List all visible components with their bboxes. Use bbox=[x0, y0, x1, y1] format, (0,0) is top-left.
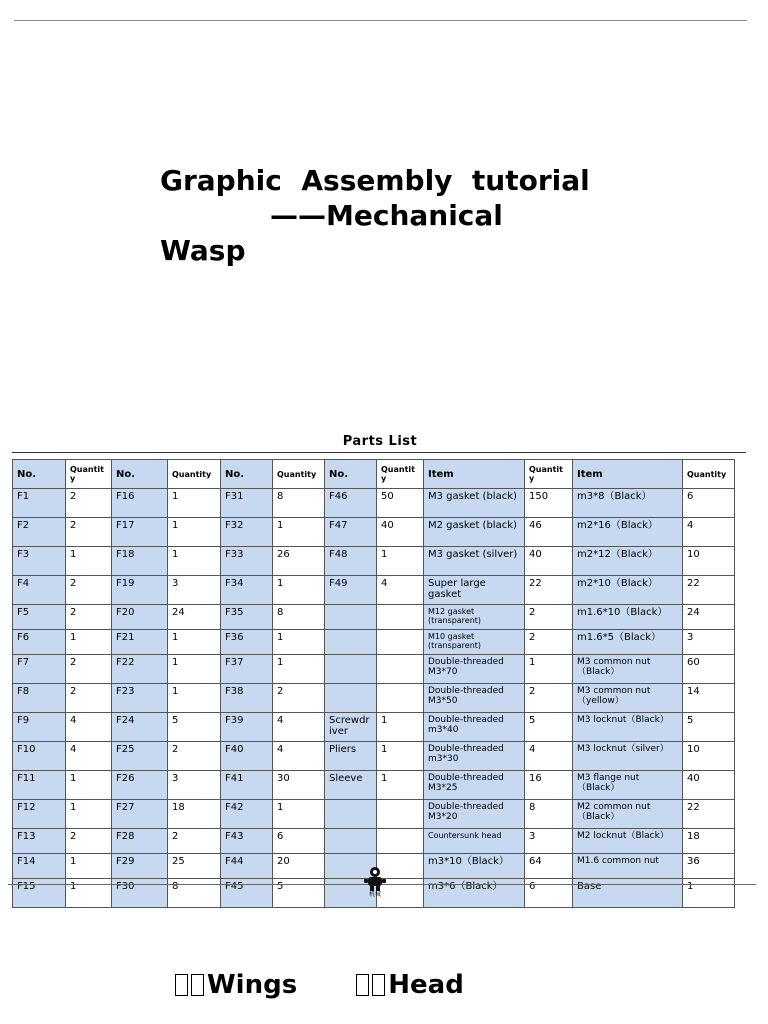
table-cell: 14 bbox=[683, 684, 735, 713]
box-glyph-icon bbox=[175, 974, 188, 996]
table-cell: 150 bbox=[525, 489, 573, 518]
table-cell: 18 bbox=[168, 800, 221, 829]
table-cell: F23 bbox=[112, 684, 168, 713]
table-cell: M3 gasket (black) bbox=[424, 489, 525, 518]
table-cell bbox=[377, 800, 424, 829]
table-row bbox=[13, 742, 735, 771]
parts-table-body bbox=[13, 489, 735, 908]
table-cell: F17 bbox=[112, 518, 168, 547]
table-row bbox=[13, 630, 735, 655]
table-cell: 6 bbox=[683, 489, 735, 518]
table-cell: M3 flange nut （Black） bbox=[573, 771, 683, 800]
table-cell: M2 common nut（Black） bbox=[573, 800, 683, 829]
section-head-label: Head bbox=[388, 970, 464, 1000]
table-cell: 1 bbox=[168, 684, 221, 713]
header-item-1: Item bbox=[424, 460, 525, 489]
table-cell: 2 bbox=[273, 684, 325, 713]
table-cell: m2*12（Black） bbox=[573, 547, 683, 576]
table-cell: m3*6（Black） bbox=[424, 879, 525, 908]
table-cell: F12 bbox=[13, 800, 66, 829]
table-cell: 6 bbox=[525, 879, 573, 908]
table-cell: M3 locknut（Black） bbox=[573, 713, 683, 742]
table-cell: F36 bbox=[221, 630, 273, 655]
table-cell: 3 bbox=[683, 630, 735, 655]
table-cell: F16 bbox=[112, 489, 168, 518]
table-cell: 16 bbox=[525, 771, 573, 800]
table-cell: F24 bbox=[112, 713, 168, 742]
table-cell bbox=[377, 655, 424, 684]
table-cell: F44 bbox=[221, 854, 273, 879]
table-cell: 1 bbox=[168, 518, 221, 547]
table-cell: 2 bbox=[66, 518, 112, 547]
table-cell: F25 bbox=[112, 742, 168, 771]
table-cell: 2 bbox=[525, 630, 573, 655]
table-cell: 1 bbox=[377, 742, 424, 771]
table-cell: 2 bbox=[66, 576, 112, 605]
table-cell: F46 bbox=[325, 489, 377, 518]
table-cell: 4 bbox=[525, 742, 573, 771]
table-cell: M3 gasket (silver) bbox=[424, 547, 525, 576]
table-cell: F10 bbox=[13, 742, 66, 771]
table-cell bbox=[325, 605, 377, 630]
table-cell: 1 bbox=[66, 854, 112, 879]
table-cell: F33 bbox=[221, 547, 273, 576]
table-cell: 10 bbox=[683, 742, 735, 771]
table-cell: Countersunk head bbox=[424, 829, 525, 854]
table-cell: 1 bbox=[273, 655, 325, 684]
table-cell: m2*16（Black） bbox=[573, 518, 683, 547]
table-cell: F39 bbox=[221, 713, 273, 742]
table-cell: F4 bbox=[13, 576, 66, 605]
table-cell: 2 bbox=[525, 684, 573, 713]
table-cell: F15 bbox=[13, 879, 66, 908]
table-cell: F32 bbox=[221, 518, 273, 547]
table-row bbox=[13, 713, 735, 742]
table-cell: Double-threaded m3*30 bbox=[424, 742, 525, 771]
table-cell bbox=[377, 684, 424, 713]
table-cell: 1 bbox=[168, 655, 221, 684]
table-cell: 2 bbox=[66, 684, 112, 713]
table-cell: 26 bbox=[273, 547, 325, 576]
table-cell: m3*8（Black） bbox=[573, 489, 683, 518]
table-cell: 25 bbox=[168, 854, 221, 879]
table-cell: 4 bbox=[683, 518, 735, 547]
table-row bbox=[13, 655, 735, 684]
table-cell: m1.6*5（Black） bbox=[573, 630, 683, 655]
header-no-3: No. bbox=[221, 460, 273, 489]
table-cell: Super large gasket bbox=[424, 576, 525, 605]
table-cell: F49 bbox=[325, 576, 377, 605]
header-quantity-6: Quantity bbox=[683, 460, 735, 489]
header-quantity-1: Quantity bbox=[66, 460, 112, 489]
title-line-2: ——Mechanical bbox=[270, 199, 503, 232]
robot-logo-icon bbox=[362, 865, 388, 901]
table-cell: 20 bbox=[273, 854, 325, 879]
table-cell: 3 bbox=[168, 771, 221, 800]
table-cell bbox=[377, 829, 424, 854]
table-row bbox=[13, 576, 735, 605]
table-cell bbox=[325, 800, 377, 829]
table-cell: M1.6 common nut bbox=[573, 854, 683, 879]
table-cell: F20 bbox=[112, 605, 168, 630]
table-row bbox=[13, 800, 735, 829]
table-cell: F22 bbox=[112, 655, 168, 684]
table-cell: 1 bbox=[66, 800, 112, 829]
table-cell: 64 bbox=[525, 854, 573, 879]
table-cell: 1 bbox=[66, 547, 112, 576]
table-cell: Base bbox=[573, 879, 683, 908]
table-row bbox=[13, 829, 735, 854]
table-cell: 4 bbox=[66, 713, 112, 742]
table-cell: m3*10（Black） bbox=[424, 854, 525, 879]
table-cell: 4 bbox=[273, 742, 325, 771]
table-cell: F28 bbox=[112, 829, 168, 854]
table-cell: F3 bbox=[13, 547, 66, 576]
table-cell: 50 bbox=[377, 489, 424, 518]
box-glyph-icon bbox=[191, 974, 204, 996]
table-cell: 1 bbox=[66, 879, 112, 908]
table-cell: 2 bbox=[66, 829, 112, 854]
table-cell: 1 bbox=[683, 879, 735, 908]
table-cell: F45 bbox=[221, 879, 273, 908]
table-cell: Screwdriver bbox=[325, 713, 377, 742]
table-cell: 3 bbox=[525, 829, 573, 854]
table-cell: F30 bbox=[112, 879, 168, 908]
section-headings bbox=[175, 970, 464, 1000]
table-row bbox=[13, 684, 735, 713]
table-cell: F7 bbox=[13, 655, 66, 684]
table-cell: 8 bbox=[273, 605, 325, 630]
table-cell: 2 bbox=[168, 742, 221, 771]
table-cell bbox=[325, 655, 377, 684]
table-cell: F42 bbox=[221, 800, 273, 829]
table-cell: F27 bbox=[112, 800, 168, 829]
page-title bbox=[160, 163, 630, 268]
table-cell bbox=[325, 630, 377, 655]
table-cell: 8 bbox=[168, 879, 221, 908]
table-cell bbox=[377, 605, 424, 630]
parts-table bbox=[12, 459, 735, 908]
table-cell: 6 bbox=[273, 829, 325, 854]
table-cell: F48 bbox=[325, 547, 377, 576]
table-cell: F31 bbox=[221, 489, 273, 518]
table-cell: F11 bbox=[13, 771, 66, 800]
table-cell bbox=[325, 684, 377, 713]
table-cell: 40 bbox=[525, 547, 573, 576]
table-cell: Double-threaded M3*50 bbox=[424, 684, 525, 713]
table-cell: 1 bbox=[168, 630, 221, 655]
table-cell: F41 bbox=[221, 771, 273, 800]
table-cell: 3 bbox=[168, 576, 221, 605]
table-cell: F47 bbox=[325, 518, 377, 547]
table-cell: 1 bbox=[273, 800, 325, 829]
table-cell: 18 bbox=[683, 829, 735, 854]
table-cell: 10 bbox=[683, 547, 735, 576]
table-cell bbox=[325, 829, 377, 854]
table-cell: F40 bbox=[221, 742, 273, 771]
table-cell: 24 bbox=[683, 605, 735, 630]
table-cell: 1 bbox=[168, 547, 221, 576]
table-cell: M3 locknut（silver） bbox=[573, 742, 683, 771]
table-cell: 24 bbox=[168, 605, 221, 630]
title-line-3: Wasp bbox=[160, 234, 246, 267]
table-row bbox=[13, 605, 735, 630]
table-cell: 2 bbox=[66, 605, 112, 630]
table-cell: 1 bbox=[66, 771, 112, 800]
table-cell: F26 bbox=[112, 771, 168, 800]
table-cell: F14 bbox=[13, 854, 66, 879]
table-cell: 46 bbox=[525, 518, 573, 547]
table-cell: 2 bbox=[525, 605, 573, 630]
table-cell: 1 bbox=[168, 489, 221, 518]
table-cell: 30 bbox=[273, 771, 325, 800]
table-cell: M10 gasket (transparent) bbox=[424, 630, 525, 655]
table-cell: Pliers bbox=[325, 742, 377, 771]
box-glyph-icon bbox=[356, 974, 369, 996]
title-line-1: Graphic Assembly tutorial bbox=[160, 164, 590, 197]
parts-list-rule bbox=[12, 452, 746, 453]
table-cell: 8 bbox=[273, 489, 325, 518]
table-cell: F18 bbox=[112, 547, 168, 576]
table-row bbox=[13, 518, 735, 547]
table-cell: 2 bbox=[66, 655, 112, 684]
parts-list-caption: Parts List bbox=[342, 434, 418, 449]
section-head bbox=[356, 970, 464, 1000]
header-item-2: Item bbox=[573, 460, 683, 489]
table-cell: M3 common nut（Black） bbox=[573, 655, 683, 684]
table-cell: F9 bbox=[13, 713, 66, 742]
header-quantity-5: Quantity bbox=[525, 460, 573, 489]
table-cell: 5 bbox=[273, 879, 325, 908]
table-cell: 2 bbox=[168, 829, 221, 854]
table-cell: 1 bbox=[525, 655, 573, 684]
table-cell: F13 bbox=[13, 829, 66, 854]
table-cell: Double-threaded M3*20 bbox=[424, 800, 525, 829]
header-no-4: No. bbox=[325, 460, 377, 489]
table-cell: Sleeve bbox=[325, 771, 377, 800]
table-cell: F34 bbox=[221, 576, 273, 605]
parts-table-header-row bbox=[13, 460, 735, 489]
header-no-1: No. bbox=[13, 460, 66, 489]
table-cell: 60 bbox=[683, 655, 735, 684]
table-cell: 22 bbox=[683, 576, 735, 605]
table-cell: 5 bbox=[683, 713, 735, 742]
table-cell: F2 bbox=[13, 518, 66, 547]
header-no-2: No. bbox=[112, 460, 168, 489]
table-cell: 5 bbox=[168, 713, 221, 742]
section-wings bbox=[175, 970, 297, 1000]
table-cell: M3 common nut（yellow） bbox=[573, 684, 683, 713]
table-cell: 4 bbox=[273, 713, 325, 742]
table-cell: 22 bbox=[525, 576, 573, 605]
table-cell: M2 gasket (black) bbox=[424, 518, 525, 547]
table-cell: 2 bbox=[66, 489, 112, 518]
table-cell: 8 bbox=[525, 800, 573, 829]
table-cell: 1 bbox=[66, 630, 112, 655]
table-cell: F19 bbox=[112, 576, 168, 605]
table-row bbox=[13, 489, 735, 518]
box-glyph-icon bbox=[372, 974, 385, 996]
table-cell: M12 gasket (transparent) bbox=[424, 605, 525, 630]
table-cell: m1.6*10（Black） bbox=[573, 605, 683, 630]
header-quantity-2: Quantity bbox=[168, 460, 221, 489]
table-cell: 40 bbox=[377, 518, 424, 547]
table-cell: 4 bbox=[66, 742, 112, 771]
header-quantity-3: Quantity bbox=[273, 460, 325, 489]
table-cell bbox=[377, 630, 424, 655]
table-cell: 1 bbox=[377, 771, 424, 800]
table-cell: F38 bbox=[221, 684, 273, 713]
table-cell: 5 bbox=[525, 713, 573, 742]
table-cell: F37 bbox=[221, 655, 273, 684]
table-cell: F6 bbox=[13, 630, 66, 655]
table-cell: Double-threaded M3*70 bbox=[424, 655, 525, 684]
table-cell: F21 bbox=[112, 630, 168, 655]
table-cell: 1 bbox=[377, 713, 424, 742]
section-wings-label: Wings bbox=[207, 970, 298, 1000]
table-cell: F8 bbox=[13, 684, 66, 713]
table-cell: F43 bbox=[221, 829, 273, 854]
table-cell: 1 bbox=[273, 518, 325, 547]
logo-caption: 机械 bbox=[368, 891, 381, 898]
table-cell: 22 bbox=[683, 800, 735, 829]
header-quantity-4: Quantity bbox=[377, 460, 424, 489]
table-cell: F29 bbox=[112, 854, 168, 879]
table-cell: 1 bbox=[273, 576, 325, 605]
top-rule bbox=[14, 20, 747, 21]
table-cell: M2 locknut（Black） bbox=[573, 829, 683, 854]
table-cell: F1 bbox=[13, 489, 66, 518]
table-cell: Double-threaded m3*40 bbox=[424, 713, 525, 742]
table-cell: F35 bbox=[221, 605, 273, 630]
table-cell: 40 bbox=[683, 771, 735, 800]
table-row bbox=[13, 771, 735, 800]
table-cell: F5 bbox=[13, 605, 66, 630]
parts-table-viewport bbox=[12, 459, 734, 892]
table-cell: 1 bbox=[377, 547, 424, 576]
table-cell: Double-threaded M3*25 bbox=[424, 771, 525, 800]
table-cell: 4 bbox=[377, 576, 424, 605]
table-cell: 1 bbox=[273, 630, 325, 655]
table-row bbox=[13, 547, 735, 576]
table-cell: 36 bbox=[683, 854, 735, 879]
table-cell: m2*10（Black） bbox=[573, 576, 683, 605]
